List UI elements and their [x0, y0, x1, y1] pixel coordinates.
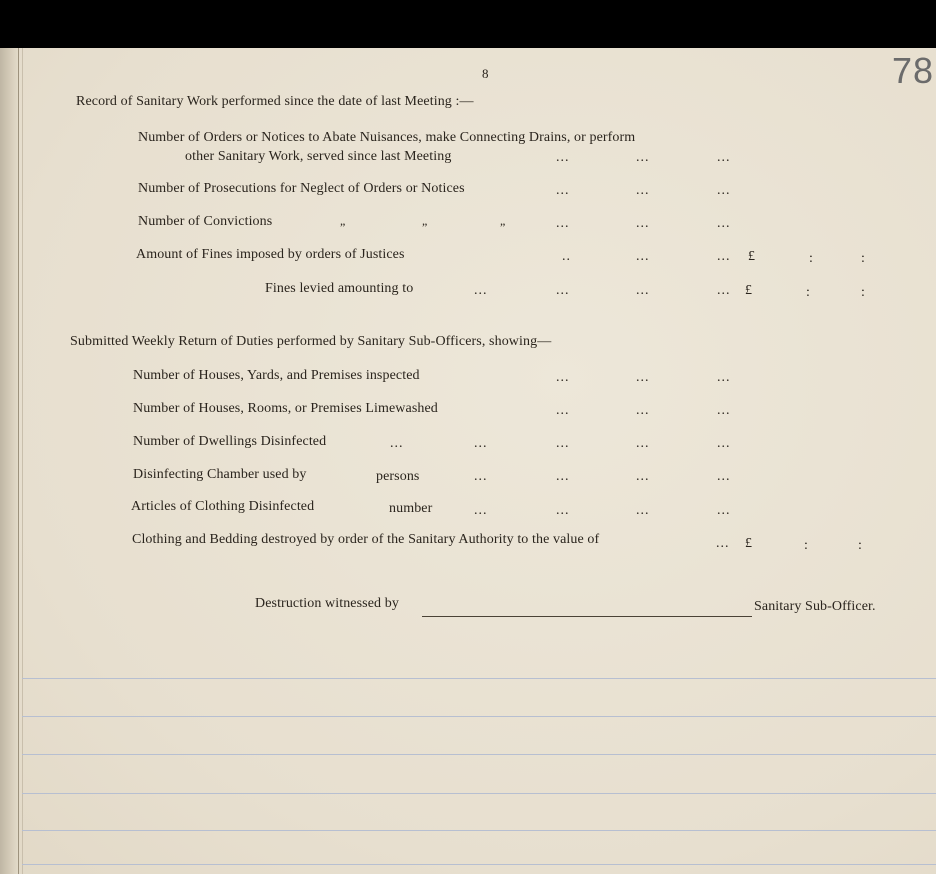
colon-separator: : [809, 251, 813, 266]
binding-gutter [0, 48, 19, 874]
ledger-page [0, 48, 936, 874]
witness-label: Destruction witnessed by [255, 596, 399, 611]
weekly-row3: Number of Dwellings Disinfected [133, 434, 327, 449]
weekly-row5: Articles of Clothing Disinfected [131, 499, 315, 514]
pound-sign: £ [748, 249, 756, 264]
weekly-row1: Number of Houses, Yards, and Premises inspected [133, 368, 420, 383]
weekly-row2: Number of Houses, Rooms, or Premises Limewashed [133, 401, 438, 416]
margin-line [22, 48, 23, 874]
leader-dots: ... [717, 216, 731, 231]
leader-dots: ... [636, 183, 650, 198]
weekly-row5-unit: number [389, 501, 433, 516]
colon-separator: : [861, 251, 865, 266]
colon-separator: : [861, 285, 865, 300]
leader-dots: ... [556, 150, 570, 165]
record-row3: Number of Convictions [138, 214, 273, 229]
leader-dots: ... [717, 403, 731, 418]
pound-sign: £ [745, 536, 753, 551]
leader-dots: ... [717, 283, 731, 298]
leader-dots: ... [556, 503, 570, 518]
leader-dots: ... [474, 436, 488, 451]
ruled-line [22, 678, 936, 679]
record-heading: Record of Sanitary Work performed since the date of last Meeting :— [76, 94, 474, 109]
leader-dots: ... [636, 436, 650, 451]
witness-signature-line [422, 616, 752, 617]
leader-dots: ... [717, 469, 731, 484]
record-row1-line1: Number of Orders or Notices to Abate Nuisances, make Connecting Drains, or perform [138, 130, 636, 145]
ruled-line [22, 830, 936, 831]
ruled-line [22, 754, 936, 755]
leader-dots: ... [717, 183, 731, 198]
leader-dots: .. [562, 249, 571, 264]
record-row5: Fines levied amounting to [265, 281, 414, 296]
colon-separator: : [806, 285, 810, 300]
leader-dots: ... [636, 150, 650, 165]
leader-dots: ... [556, 370, 570, 385]
leader-dots: ... [474, 503, 488, 518]
weekly-heading: Submitted Weekly Return of Duties performed by Sanitary Sub-Officers, showing— [70, 334, 552, 349]
leader-dots: ... [717, 370, 731, 385]
page-number: 8 [482, 66, 489, 81]
leader-dots: ... [556, 183, 570, 198]
leader-dots: ... [636, 370, 650, 385]
leader-dots: ... [636, 283, 650, 298]
leader-dots: ... [390, 436, 404, 451]
leader-dots: ... [636, 216, 650, 231]
leader-dots: ... [474, 469, 488, 484]
record-row4: Amount of Fines imposed by orders of Justices [136, 247, 405, 262]
leader-dots: ... [636, 503, 650, 518]
leader-dots: ... [556, 403, 570, 418]
leader-dots: ... [556, 283, 570, 298]
leader-dots: ... [474, 283, 488, 298]
officer-label: Sanitary Sub-Officer. [754, 599, 876, 614]
leader-dots: ... [556, 216, 570, 231]
leader-dots: ... [716, 536, 730, 551]
leader-dots: ... [636, 469, 650, 484]
leader-dots: ... [717, 503, 731, 518]
colon-separator: : [804, 538, 808, 553]
leader-dots: ... [556, 469, 570, 484]
ruled-line [22, 864, 936, 865]
ditto-mark: ” [340, 220, 346, 234]
colon-separator: : [858, 538, 862, 553]
weekly-row4-unit: persons [376, 469, 420, 484]
weekly-row4: Disinfecting Chamber used by [133, 467, 307, 482]
leader-dots: ... [636, 403, 650, 418]
leader-dots: ... [717, 249, 731, 264]
weekly-row6: Clothing and Bedding destroyed by order of the Sanitary Authority to the value of [132, 532, 600, 547]
record-row1-line2: other Sanitary Work, served since last Meeting [185, 149, 452, 164]
ditto-mark: ” [422, 220, 428, 234]
folio-stamp: 78 [892, 50, 935, 91]
ruled-line [22, 716, 936, 717]
pound-sign: £ [745, 283, 753, 298]
leader-dots: ... [717, 150, 731, 165]
ruled-line [22, 793, 936, 794]
leader-dots: ... [717, 436, 731, 451]
leader-dots: ... [556, 436, 570, 451]
ditto-mark: ” [500, 220, 506, 234]
record-row2: Number of Prosecutions for Neglect of Orders or Notices [138, 181, 465, 196]
leader-dots: ... [636, 249, 650, 264]
